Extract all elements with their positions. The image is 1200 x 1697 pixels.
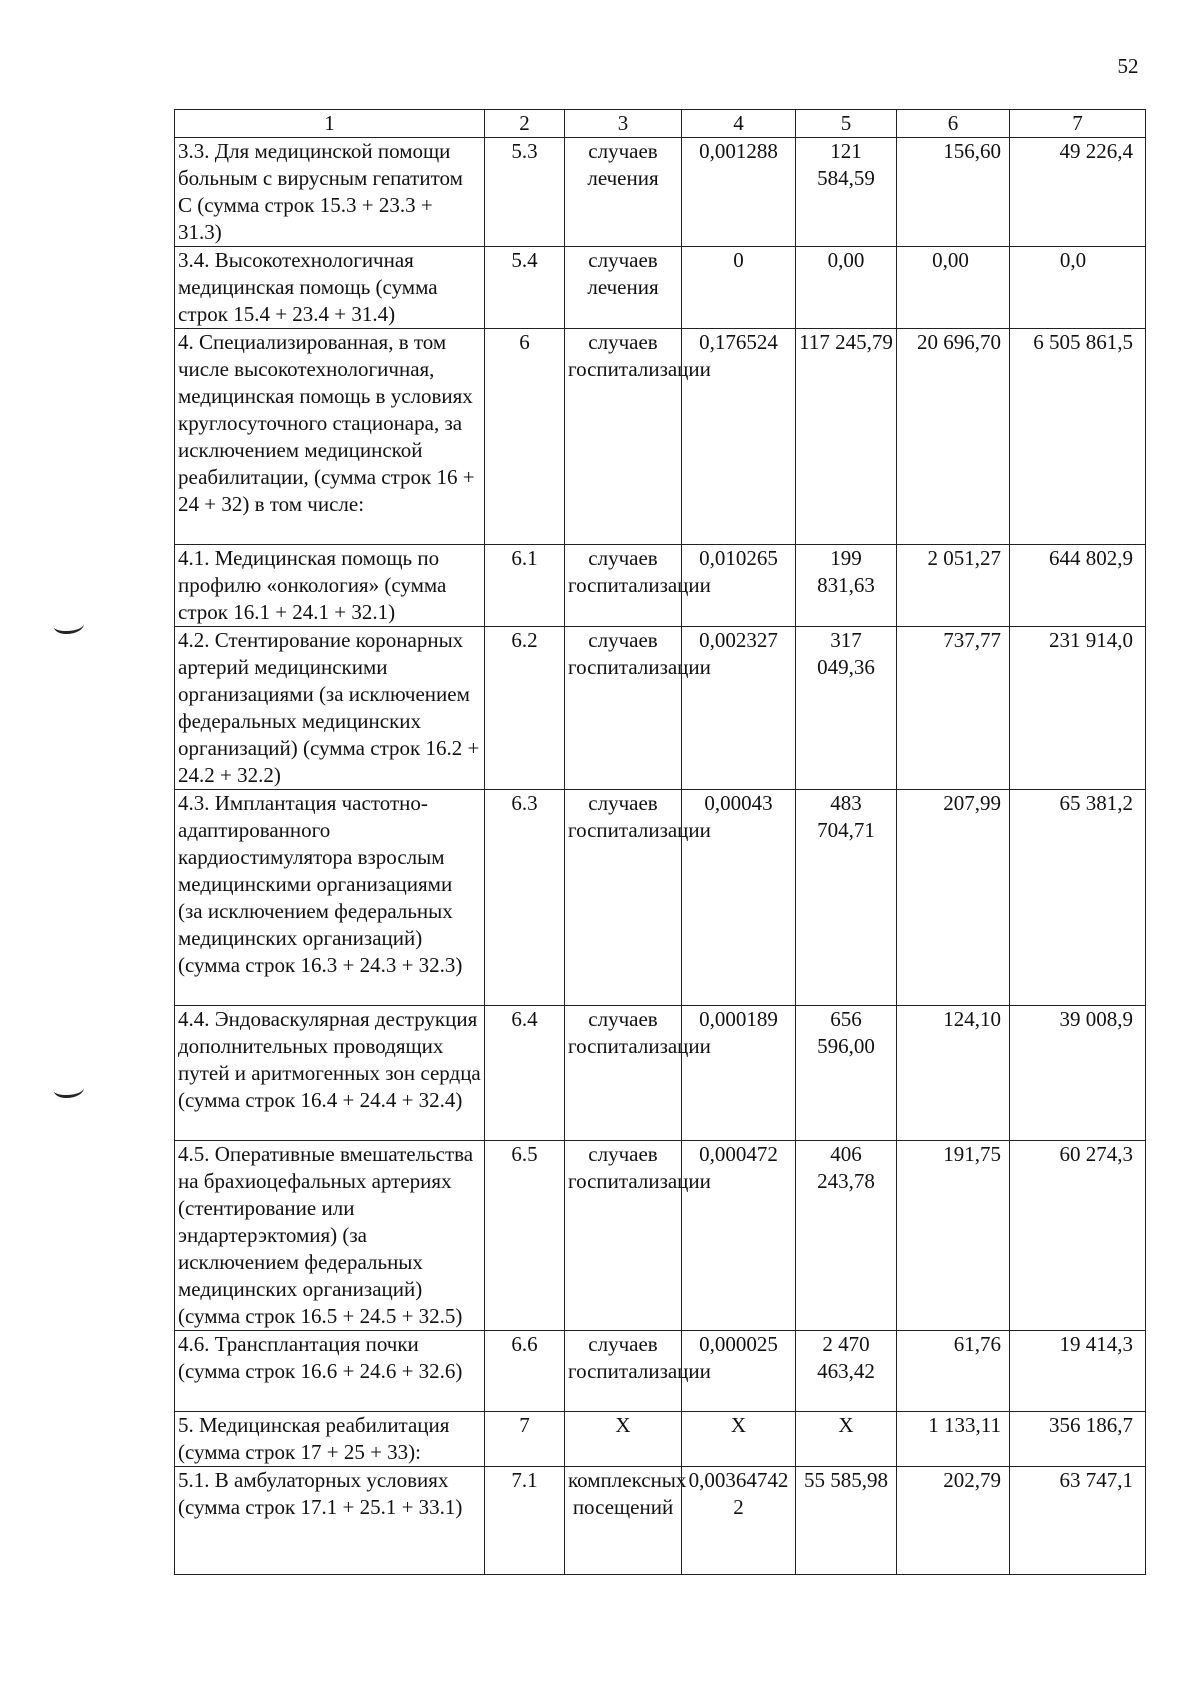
row-name: 4.6. Трансплантация почки (сумма строк 16.6 + 24.6 + 32.6) bbox=[175, 1331, 485, 1412]
row-cost: 121 584,59 bbox=[796, 138, 897, 247]
row-norm: Х bbox=[682, 1412, 796, 1467]
row-per-capita: 1 133,11 bbox=[897, 1412, 1010, 1467]
row-norm: 0,000472 bbox=[682, 1141, 796, 1331]
row-unit: случаев госпитализации bbox=[565, 1331, 682, 1412]
row-cost: 317 049,36 bbox=[796, 627, 897, 790]
row-name: 5. Медицинская реабилитация (сумма строк 17 + 25 + 33): bbox=[175, 1412, 485, 1467]
row-unit: комплексных посещений bbox=[565, 1467, 682, 1575]
row-cost: Х bbox=[796, 1412, 897, 1467]
row-total: 231 914,0 bbox=[1010, 627, 1146, 790]
table-row bbox=[175, 247, 1146, 329]
column-header: 2 bbox=[485, 110, 565, 138]
row-per-capita: 20 696,70 bbox=[897, 329, 1010, 545]
row-cost: 117 245,79 bbox=[796, 329, 897, 545]
row-total: 644 802,9 bbox=[1010, 545, 1146, 627]
row-per-capita: 124,10 bbox=[897, 1006, 1010, 1141]
row-unit: случаев госпитализации bbox=[565, 1006, 682, 1141]
row-total: 65 381,2 bbox=[1010, 790, 1146, 1006]
row-norm: 0,000189 bbox=[682, 1006, 796, 1141]
table-row bbox=[175, 1331, 1146, 1412]
page-number: 52 bbox=[1117, 54, 1139, 78]
row-norm: 0,176524 bbox=[682, 329, 796, 545]
column-header: 6 bbox=[897, 110, 1010, 138]
row-per-capita: 156,60 bbox=[897, 138, 1010, 247]
row-line-number: 6.1 bbox=[485, 545, 565, 627]
table-header-row bbox=[175, 110, 1146, 138]
column-header: 5 bbox=[796, 110, 897, 138]
data-table bbox=[174, 109, 1146, 1575]
row-cost: 406 243,78 bbox=[796, 1141, 897, 1331]
row-name: 4. Специализированная, в том числе высокотехнологичная, медицинская помощь в условиях круглосуточного стационара, за исключением медицинской реабилитации, (сумма строк 16 + 24 + 32) в том числе: bbox=[175, 329, 485, 545]
row-cost: 199 831,63 bbox=[796, 545, 897, 627]
row-cost: 55 585,98 bbox=[796, 1467, 897, 1575]
row-per-capita: 0,00 bbox=[897, 247, 1010, 329]
row-total: 60 274,3 bbox=[1010, 1141, 1146, 1331]
row-total: 19 414,3 bbox=[1010, 1331, 1146, 1412]
row-norm: 0,00043 bbox=[682, 790, 796, 1006]
column-header: 7 bbox=[1010, 110, 1146, 138]
row-total: 6 505 861,5 bbox=[1010, 329, 1146, 545]
row-unit: случаев госпитализации bbox=[565, 329, 682, 545]
row-total: 49 226,4 bbox=[1010, 138, 1146, 247]
row-unit: случаев госпитализации bbox=[565, 545, 682, 627]
row-norm: 0 bbox=[682, 247, 796, 329]
row-norm: 0,000025 bbox=[682, 1331, 796, 1412]
row-line-number: 5.4 bbox=[485, 247, 565, 329]
row-cost: 2 470 463,42 bbox=[796, 1331, 897, 1412]
table-row bbox=[175, 1467, 1146, 1575]
row-per-capita: 207,99 bbox=[897, 790, 1010, 1006]
row-line-number: 6.5 bbox=[485, 1141, 565, 1331]
margin-mark bbox=[54, 617, 84, 634]
row-per-capita: 61,76 bbox=[897, 1331, 1010, 1412]
table-row bbox=[175, 329, 1146, 545]
row-unit: случаев госпитализации bbox=[565, 1141, 682, 1331]
column-header: 1 bbox=[175, 110, 485, 138]
row-name: 4.5. Оперативные вмешательства на брахиоцефальных артериях (стентирование или эндартерэктомия) (за исключением федеральных медицинских организаций) (сумма строк 16.5 + 24.5 + 32.5) bbox=[175, 1141, 485, 1331]
row-cost: 656 596,00 bbox=[796, 1006, 897, 1141]
row-per-capita: 2 051,27 bbox=[897, 545, 1010, 627]
row-per-capita: 737,77 bbox=[897, 627, 1010, 790]
row-norm: 0,002327 bbox=[682, 627, 796, 790]
row-total: 39 008,9 bbox=[1010, 1006, 1146, 1141]
row-norm: 0,001288 bbox=[682, 138, 796, 247]
table-row bbox=[175, 545, 1146, 627]
row-unit: Х bbox=[565, 1412, 682, 1467]
row-total: 0,0 bbox=[1010, 247, 1146, 329]
row-name: 4.4. Эндоваскулярная деструкция дополнительных проводящих путей и аритмогенных зон сердца (сумма строк 16.4 + 24.4 + 32.4) bbox=[175, 1006, 485, 1141]
row-line-number: 6.4 bbox=[485, 1006, 565, 1141]
row-line-number: 7 bbox=[485, 1412, 565, 1467]
row-per-capita: 202,79 bbox=[897, 1467, 1010, 1575]
row-name: 3.3. Для медицинской помощи больным с вирусным гепатитом С (сумма строк 15.3 + 23.3 + 31.3) bbox=[175, 138, 485, 247]
table-row bbox=[175, 790, 1146, 1006]
row-name: 4.1. Медицинская помощь по профилю «онкология» (сумма строк 16.1 + 24.1 + 32.1) bbox=[175, 545, 485, 627]
table-row bbox=[175, 1006, 1146, 1141]
row-cost: 483 704,71 bbox=[796, 790, 897, 1006]
row-line-number: 6.6 bbox=[485, 1331, 565, 1412]
row-line-number: 5.3 bbox=[485, 138, 565, 247]
row-name: 4.2. Стентирование коронарных артерий медицинскими организациями (за исключением федеральных медицинских организаций) (сумма строк 16.2 + 24.2 + 32.2) bbox=[175, 627, 485, 790]
table-row bbox=[175, 1412, 1146, 1467]
row-unit: случаев лечения bbox=[565, 138, 682, 247]
column-header: 4 bbox=[682, 110, 796, 138]
table-row bbox=[175, 1141, 1146, 1331]
row-norm: 0,010265 bbox=[682, 545, 796, 627]
column-header: 3 bbox=[565, 110, 682, 138]
table-row bbox=[175, 138, 1146, 247]
row-name: 5.1. В амбулаторных условиях (сумма строк 17.1 + 25.1 + 33.1) bbox=[175, 1467, 485, 1575]
row-name: 3.4. Высокотехнологичная медицинская помощь (сумма строк 15.4 + 23.4 + 31.4) bbox=[175, 247, 485, 329]
row-line-number: 6.2 bbox=[485, 627, 565, 790]
row-unit: случаев лечения bbox=[565, 247, 682, 329]
row-total: 63 747,1 bbox=[1010, 1467, 1146, 1575]
row-unit: случаев госпитализации bbox=[565, 790, 682, 1006]
margin-mark bbox=[54, 1081, 84, 1098]
row-line-number: 6.3 bbox=[485, 790, 565, 1006]
row-unit: случаев госпитализации bbox=[565, 627, 682, 790]
row-line-number: 6 bbox=[485, 329, 565, 545]
row-total: 356 186,7 bbox=[1010, 1412, 1146, 1467]
table-row bbox=[175, 627, 1146, 790]
row-line-number: 7.1 bbox=[485, 1467, 565, 1575]
row-name: 4.3. Имплантация частотно-адаптированного кардиостимулятора взрослым медицинскими организациями (за исключением федеральных медицинских организаций) (сумма строк 16.3 + 24.3 + 32.3) bbox=[175, 790, 485, 1006]
row-per-capita: 191,75 bbox=[897, 1141, 1010, 1331]
row-norm: 0,003647422 bbox=[682, 1467, 796, 1575]
row-cost: 0,00 bbox=[796, 247, 897, 329]
